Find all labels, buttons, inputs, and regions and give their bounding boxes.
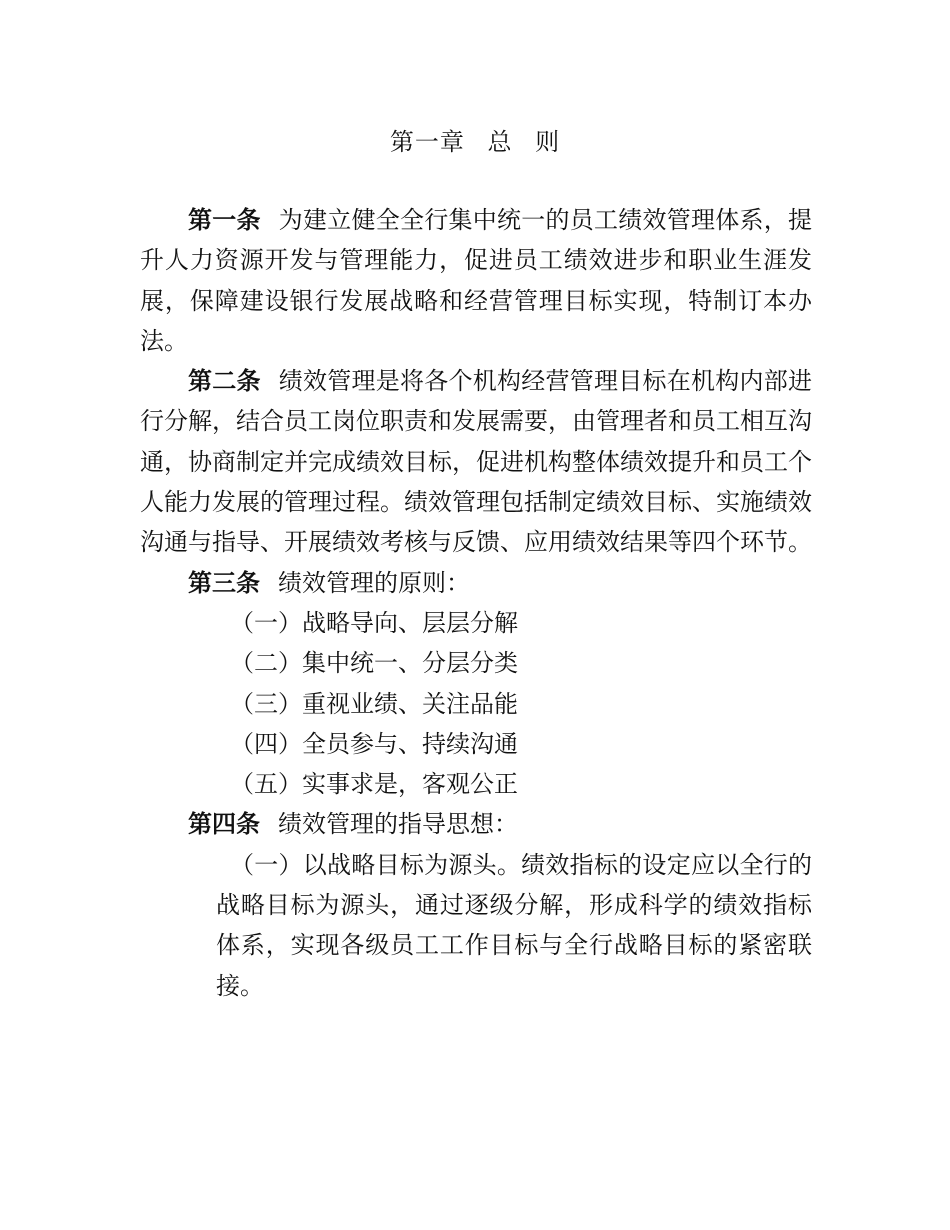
article-4-text: 绩效管理的指导思想： bbox=[278, 810, 518, 839]
article-3-item: （五）实事求是，客观公正 bbox=[230, 770, 518, 799]
article-4-label: 第四条 bbox=[188, 810, 260, 839]
article-2 bbox=[140, 361, 812, 562]
chapter-word-2: 则 bbox=[535, 128, 561, 156]
article-3-label: 第三条 bbox=[188, 568, 260, 597]
article-1 bbox=[140, 200, 812, 361]
article-3-text: 绩效管理的原则： bbox=[278, 568, 470, 597]
article-1-text: 为建立健全全行集中统一的员工绩效管理体系，提升人力资源开发与管理能力，促进员工绩效进步和职业生涯发展，保障建设银行发展战略和经营管理目标实现，特制订本办法。 bbox=[140, 206, 812, 355]
chapter-title bbox=[0, 122, 950, 162]
article-3 bbox=[140, 563, 812, 603]
article-3-item: （二）集中统一、分层分类 bbox=[230, 649, 518, 678]
article-4-item: （一）以战略目标为源头。绩效指标的设定应以全行的战略目标为源头，通过逐级分解，形成科学的绩效指标体系，实现各级员工工作目标与全行战略目标的紧密联接。 bbox=[216, 850, 812, 1000]
article-1-label: 第一条 bbox=[188, 206, 261, 234]
chapter-word-1: 总 bbox=[487, 128, 513, 156]
article-4 bbox=[140, 804, 812, 844]
chapter-label: 第一章 bbox=[389, 128, 465, 156]
article-3-item: （四）全员参与、持续沟通 bbox=[230, 729, 518, 758]
article-3-item: （三）重视业绩、关注品能 bbox=[230, 689, 518, 718]
article-2-label: 第二条 bbox=[188, 367, 261, 396]
article-3-item: （一）战略导向、层层分解 bbox=[230, 608, 518, 637]
article-2-text: 绩效管理是将各个机构经营管理目标在机构内部进行分解，结合员工岗位职责和发展需要，由管理者和员工相互沟通，协商制定并完成绩效目标，促进机构整体绩效提升和员工个人能力发展的管理过程。绩效管理包括制定绩效目标、实施绩效沟通与指导、开展绩效考核与反馈、应用绩效结果等四个环节。 bbox=[140, 367, 812, 557]
document-body bbox=[140, 200, 812, 1006]
